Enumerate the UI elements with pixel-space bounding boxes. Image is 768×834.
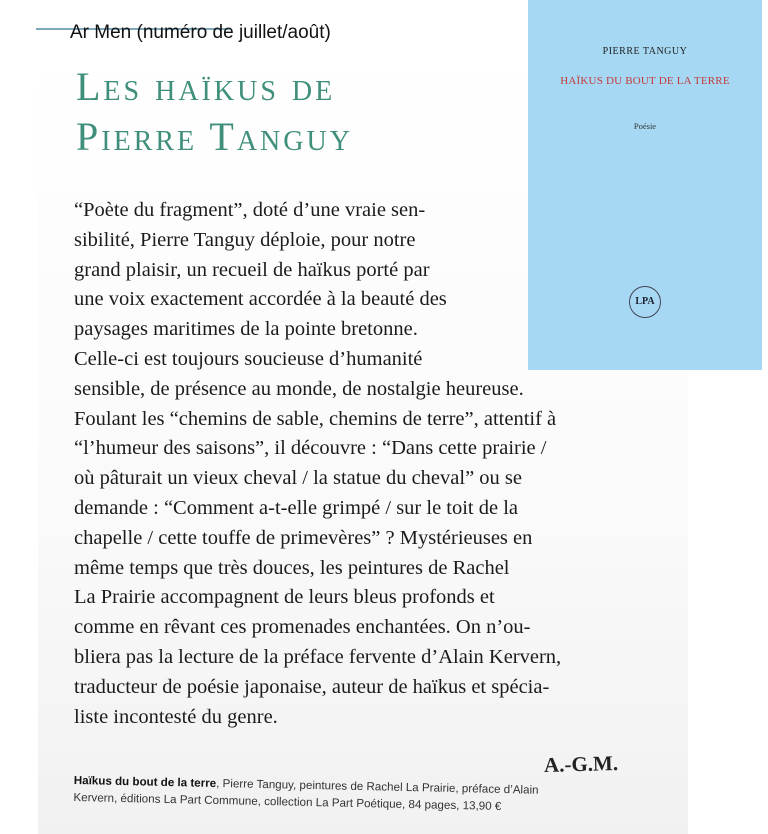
body-line: une voix exactement accordée à la beauté des: [74, 288, 447, 311]
body-line: grand plaisir, un recueil de haïkus porté par: [74, 258, 430, 281]
source-caption: Ar Men (numéro de juillet/août): [70, 22, 331, 43]
cover-genre: Poésie: [633, 121, 657, 131]
body-line: demande : “Comment a-t-elle grimpé / sur le toit de la: [74, 496, 519, 519]
credits-line-2: Kervern, éditions La Part Commune, collection La Part Poétique, 84 pages, 13,90 €: [73, 790, 502, 813]
headline-line-1: Les haïkus de: [76, 64, 336, 109]
body-line: où pâturait un vieux cheval / la statue du cheval” ou se: [74, 467, 522, 490]
credits-line-1-rest: , Pierre Tanguy, peintures de Rachel La Prairie, préface d’Alain: [216, 776, 539, 797]
body-line: Foulant les “chemins de sable, chemins de terre”, attentif à: [74, 407, 557, 430]
body-line: “Poète du fragment”, doté d’une vraie sen-: [74, 199, 426, 221]
body-line: “l’humeur des saisons”, il découvre : “Dans cette prairie /: [74, 437, 547, 460]
cover-author: PIERRE TANGUY: [602, 46, 688, 57]
body-line: paysages maritimes de la pointe bretonne.: [74, 318, 418, 341]
author-signature: A.-G.M.: [543, 751, 619, 777]
body-line: liste incontesté du genre.: [74, 705, 278, 728]
article-headline: [76, 62, 353, 162]
body-line: sensible, de présence au monde, de nostalgie heureuse.: [74, 377, 524, 400]
headline-line-2: Pierre Tanguy: [76, 114, 353, 159]
body-line: comme en rêvant ces promenades enchantées. On n’ou-: [74, 616, 531, 639]
body-line: même temps que très douces, les peintures de Rachel: [74, 556, 510, 579]
cover-title: HAÏKUS DU BOUT DE LA TERRE: [560, 75, 730, 87]
body-line: chapelle / cette touffe de primevères” ? Mystérieuses en: [74, 526, 533, 549]
body-line: La Prairie accompagnent de leurs bleus profonds et: [74, 586, 495, 609]
body-line: traducteur de poésie japonaise, auteur de haïkus et spécia-: [74, 675, 550, 698]
body-line: Celle-ci est toujours soucieuse d’humanité: [74, 347, 423, 370]
book-cover: [528, 0, 762, 370]
body-line: sibilité, Pierre Tanguy déploie, pour notre: [74, 228, 416, 251]
body-line: bliera pas la lecture de la préface fervente d’Alain Kervern,: [74, 645, 562, 668]
credits-book-title: Haïkus du bout de la terre: [73, 773, 217, 790]
publisher-logo-icon: LPA: [629, 286, 661, 318]
